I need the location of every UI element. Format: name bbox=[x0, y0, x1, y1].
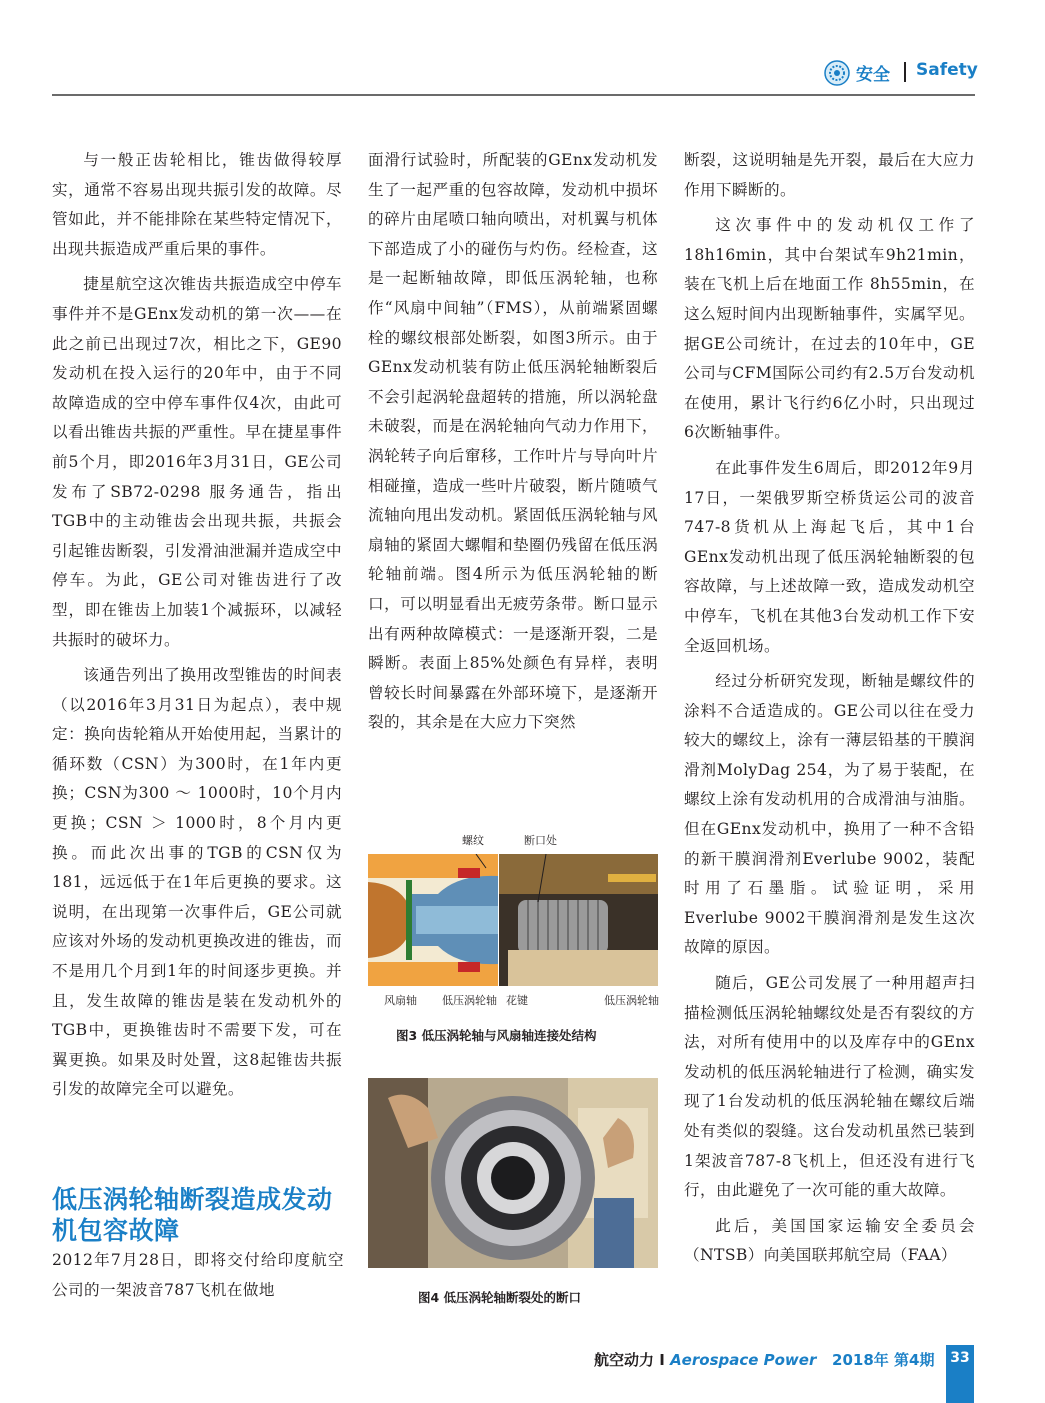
column-1 bbox=[52, 146, 342, 1105]
figure-4-caption: 图4 低压涡轮轴断裂处的断口 bbox=[418, 1290, 582, 1305]
header-rule bbox=[52, 94, 975, 96]
section-heading bbox=[52, 1184, 344, 1305]
paragraph: 面滑行试验时，所配装的GEnx发动机发生了一起严重的包容故障，发动机中损坏的碎片由尾喷口轴向喷出，对机翼与机体下部造成了小的碰伤与灼伤。经检查，这是一起断轴故障，即低压涡轮轴，也称作“风扇中间轴”（FMS），从前端紧固螺栓的螺纹根部处断裂，如图3所示。由于GEnx发动机装有防止低压涡轮轴断裂后不会引起涡轮盘超转的措施，所以涡轮盘未破裂，而是在涡轮轴向气动力作用下，涡轮转子向后窜移，工作叶片与导向叶片相碰撞，造成一些叶片破裂，断片随喷气流轴向甩出发动机。紧固低压涡轮轴与风扇轴的紧固大螺帽和垫圈仍残留在低压涡轮轴前端。图4所示为低压涡轮轴的断口，可以明显看出无疲劳条带。断口显示出有两种故障模式：一是逐渐开裂，二是瞬断。表面上85%处颜色有异样，表明曾较长时间暴露在外部环境下，是逐渐开裂的，其余是在大应力下突然 bbox=[368, 151, 658, 732]
fig3-diagram-image bbox=[368, 854, 658, 986]
paragraph: 在此事件发生6周后，即2012年9月17日，一架俄罗斯空桥货运公司的波音747-8货机从上海起飞后，其中1台GEnx发动机出现了低压涡轮轴断裂的包容故障，与上述故障一致，造成发动机空中停车，飞机在其他3台发动机工作下安全返回机场。 bbox=[684, 458, 975, 655]
footer-magazine bbox=[594, 1349, 934, 1370]
figure-3-caption: 图3 低压涡轮轴与风扇轴连接处结构 bbox=[396, 1028, 597, 1043]
footer-magazine-en: Aerospace Power bbox=[670, 1351, 817, 1369]
figure-3 bbox=[368, 826, 658, 1011]
section-logo-icon bbox=[824, 60, 850, 86]
paragraph: 断裂，这说明轴是先开裂，最后在大应力作用下瞬断的。 bbox=[684, 151, 975, 199]
page-header bbox=[52, 56, 978, 96]
paragraph: 2012年7月28日，即将交付给印度航空公司的一架波音787飞机在做地 bbox=[52, 1251, 344, 1299]
paragraph: 与一般正齿轮相比，锥齿做得较厚实，通常不容易出现共振引发的故障。尽管如此，并不能排除在某些特定情况下，出现共振造成严重后果的事件。 bbox=[52, 151, 342, 258]
fig3-label-fan-shaft: 风扇轴 bbox=[384, 994, 417, 1007]
figure-4 bbox=[368, 1078, 658, 1268]
paragraph: 随后，GE公司发展了一种用超声扫描检测低压涡轮轴螺纹处是否有裂纹的方法，对所有使用中的以及库存中的GEnx发动机的低压涡轮轴进行了检测，确实发现了1台发动机的低压涡轮轴在螺纹后端处有类似的裂缝。这台发动机虽然已装到1架波音787-8飞机上，但还没有进行飞行，由此避免了一次可能的重大故障。 bbox=[684, 974, 975, 1200]
section-divider bbox=[904, 62, 906, 82]
page-number-box bbox=[946, 1345, 974, 1403]
paragraph: 捷星航空这次锥齿共振造成空中停车事件并不是GEnx发动机的第一次——在此之前已出现过7次，相比之下，GE90发动机在投入运行的20年中，由于不同故障造成的空中停车事件仅4次，由此可以看出锥齿共振的严重性。早在捷星事件前5个月，即2016年3月31日，GE公司发布了SB72-0298 服务通告，指出TGB中的主动锥齿会出现共振，共振会引起锥齿断裂，引发滑油泄漏并造成空中停车。为此，GE公司对锥齿进行了改型，即在锥齿上加装1个减振环，以减轻共振时的破坏力。 bbox=[52, 275, 342, 649]
paragraph: 此后，美国国家运输安全委员会（NTSB）向美国联邦航空局（FAA） bbox=[684, 1216, 975, 1265]
section-title-cn: 安全 bbox=[856, 65, 890, 85]
fig3-label-thread: 螺纹 bbox=[462, 834, 484, 847]
fig3-label-lpt-shaft-left: 低压涡轮轴 bbox=[442, 994, 497, 1007]
page-number: 33 bbox=[950, 1350, 970, 1366]
paragraph: 这次事件中的发动机仅工作了18h16min，其中台架试车9h21min，装在飞机上后在地面工作 8h55min，在这么短时间内出现断轴事件，实属罕见。据GE公司统计，在过去的10年中，GE公司与CFM国际公司约有2.5万台发动机在使用，累计飞行约6亿小时，只出现过6次断轴事件。 bbox=[684, 216, 975, 442]
footer-issue: 2018年 第4期 bbox=[832, 1351, 935, 1369]
fig3-label-fracture: 断口处 bbox=[524, 834, 557, 847]
section-title-en: Safety bbox=[916, 60, 978, 80]
column-3 bbox=[684, 146, 975, 1271]
footer-separator: I bbox=[659, 1351, 665, 1369]
fig3-label-spline: 花键 bbox=[506, 994, 528, 1007]
footer-magazine-cn: 航空动力 bbox=[594, 1351, 655, 1369]
column-2 bbox=[368, 146, 658, 738]
paragraph: 经过分析研究发现，断轴是螺纹件的涂料不合适造成的。GE公司以往在受力较大的螺纹上，涂有一薄层铅基的干膜润滑剂MolyDag 254，为了易于装配，在螺纹上涂有发动机用的合成滑油与油脂。但在GEnx发动机中，换用了一种不含铅的新干膜润滑剂Everlube 9002，装配时用了石墨脂。试验证明，采用Everlube 9002干膜润滑剂是发生这次故障的原因。 bbox=[684, 672, 975, 957]
fig4-photo-image bbox=[368, 1078, 658, 1268]
fig3-label-lpt-shaft-right: 低压涡轮轴 bbox=[604, 994, 659, 1007]
paragraph: 该通告列出了换用改型锥齿的时间表（以2016年3月31日为起点），表中规定：换向齿轮箱从开始使用起，当累计的循环数（CSN）为300时，在1年内更换；CSN为300 ～ 1000时，10个月内更换；CSN ＞ 1000时，8个月内更换。而此次出事的TGB的CSN仅为181，远远低于在1年后更换的要求。这说明，在出现第一次事件后，GE公司就应该对外场的发动机更换改进的锥齿，而不是用几个月到1年的时间逐步更换。并且，发生故障的锥齿是装在发动机外的TGB中，更换锥齿时不需要下发，可在翼更换。如果及时处置，这8起锥齿共振引发的故障完全可以避免。 bbox=[52, 666, 342, 1099]
heading-text: 低压涡轮轴断裂造成发动机包容故障 bbox=[52, 1185, 333, 1245]
page-footer bbox=[0, 1345, 1045, 1403]
